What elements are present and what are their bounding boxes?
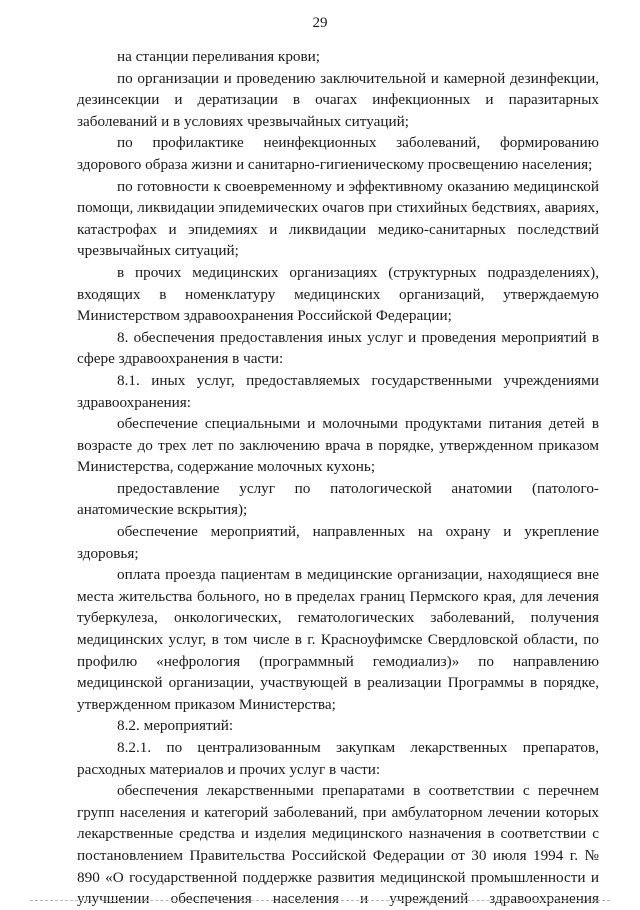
paragraph-11: оплата проезда пациентам в медицинские организации, находящиеся вне места жительства больного, но в пределах границ Пермского края, для лечения туберкулеза, онкологических, гематологических заболеваний, получения медицинских услуг, в том числе в г. Красноуфимске Свердловской области, по профилю «нефрология (программный гемодиализ)» по направлению медицинской организации, участвующей в реализации Программы в порядке, утвержденном приказом Министерства;	[77, 566, 599, 713]
paragraph-1: на станции переливания крови;	[117, 48, 321, 65]
paragraph-5: в прочих медицинских организациях (структурных подразделениях), входящих в номенклатуру медицинских организаций, утверждаемую Министерством здравоохранения Российской Федерации;	[77, 263, 599, 325]
paragraph-6: 8. обеспечения предоставления иных услуг и проведения мероприятий в сфере здравоохранения в части:	[77, 328, 599, 368]
bottom-scan-edge	[30, 900, 610, 901]
paragraph-7: 8.1. иных услуг, предоставляемых государственными учреждениями здравоохранения:	[77, 371, 599, 411]
paragraph-4: по готовности к своевременному и эффективному оказанию медицинской помощи, ликвидации эпидемических очагов при стихийных бедствиях, авариях, катастрофах и эпидемиях и ликвидации медико-санитарных последствий чрезвычайных ситуаций;	[77, 177, 599, 260]
paragraph-10: обеспечение мероприятий, направленных на охрану и укрепление здоровья;	[77, 523, 599, 562]
paragraph-9: предоставление услуг по патологической анатомии (патолого-анатомические вскрытия);	[77, 479, 599, 519]
page-number: 29	[312, 15, 328, 31]
paragraph-13: 8.2.1. по централизованным закупкам лекарственных препаратов, расходных материалов и прочих услуг в части:	[77, 739, 599, 778]
paragraph-3: по профилактике неинфекционных заболеваний, формированию здорового образа жизни и санитарно-гигиеническому просвещению населения;	[77, 134, 599, 173]
paragraph-12: 8.2. мероприятий:	[117, 717, 234, 735]
document-body	[77, 46, 599, 910]
paragraph-14: обеспечения лекарственными препаратами в соответствии с перечнем групп населения и категорий заболеваний, при амбулаторном лечении которых лекарственные средства и изделия медицинского назначения в соответствии с постановлением Правительства Российской Федерации от 30 июля 1994 г. № 890 «О государственной поддержке развития медицинской промышленности и улучшении обеспечения населения и учреждений здравоохранения	[77, 782, 599, 908]
paragraph-8: обеспечение специальными и молочными продуктами питания детей в возрасте до трех лет по заключению врача в порядке, утвержденном приказом Министерства, содержание молочных кухонь;	[77, 415, 599, 476]
paragraph-2: по организации и проведению заключительной и камерной дезинфекции, дезинсекции и дератизации в очагах инфекционных и паразитарных заболеваний и в условиях чрезвычайных ситуаций;	[77, 69, 599, 130]
